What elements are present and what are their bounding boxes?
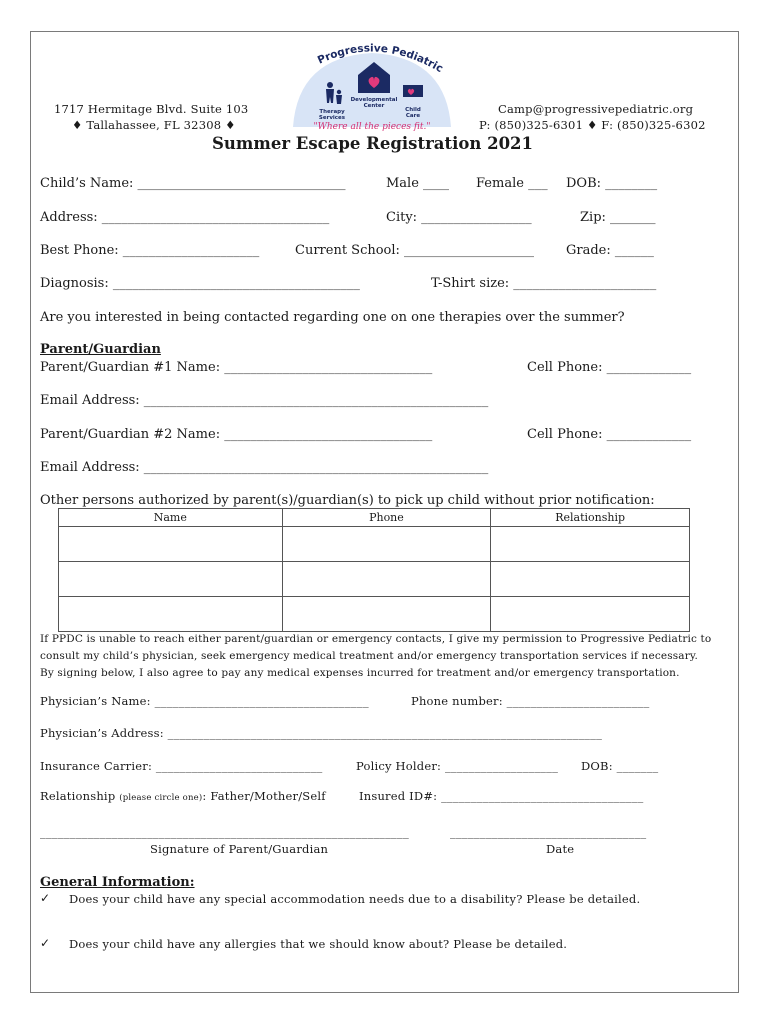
relationship-options[interactable]: : Father/Mother/Self: [202, 789, 326, 803]
table-cell[interactable]: [59, 562, 283, 597]
parent1-email-field[interactable]: Email Address: _____________________________________________________: [40, 393, 489, 408]
consent-line-3: By signing below, I also agree to pay any medical expenses incurred for treatment and/or emergency transportation.: [40, 667, 680, 679]
child-dob-field[interactable]: DOB: ________: [566, 176, 658, 191]
table-cell[interactable]: [59, 527, 283, 562]
table-cell[interactable]: [59, 597, 283, 632]
contact-phones: P: (850)325-6301 ♦ F: (850)325-6302: [479, 118, 706, 132]
female-field[interactable]: Female ___: [476, 176, 548, 191]
column-header-phone: Phone: [282, 509, 491, 527]
logo-left-bottom: Services: [318, 115, 346, 121]
policy-holder-field[interactable]: Policy Holder: ___________________: [356, 759, 559, 773]
signature-caption: Signature of Parent/Guardian: [150, 842, 329, 856]
parent-section-title: Parent/Guardian: [40, 342, 161, 357]
insured-id-field[interactable]: Insured ID#: __________________________________: [359, 789, 644, 803]
best-phone-field[interactable]: Best Phone: _____________________: [40, 243, 260, 258]
relationship-field[interactable]: [40, 789, 326, 803]
parent2-cell-field[interactable]: Cell Phone: _____________: [527, 427, 692, 442]
table-header-row: [59, 509, 690, 527]
table-cell[interactable]: [282, 527, 491, 562]
question-accommodation: Does your child have any special accommodation needs due to a disability? Please be detailed.: [69, 892, 641, 906]
current-school-field[interactable]: Current School: ____________________: [295, 243, 535, 258]
child-name-field[interactable]: Child’s Name: ________________________________: [40, 176, 346, 191]
relationship-label: Relationship: [40, 789, 120, 803]
logo-tagline: "Where all the pieces fit.": [313, 122, 431, 132]
column-header-relationship: Relationship: [491, 509, 690, 527]
question-allergies: Does your child have any allergies that we should know about? Please be detailed.: [69, 937, 568, 951]
date-caption: Date: [546, 842, 575, 856]
zip-field[interactable]: Zip: _______: [580, 210, 656, 225]
parent1-cell-field[interactable]: Cell Phone: _____________: [527, 360, 692, 375]
logo-right-bottom: Care: [405, 113, 421, 119]
form-title: Summer Escape Registration 2021: [212, 134, 534, 153]
table-row: [59, 527, 690, 562]
logo-left-top: Therapy: [319, 109, 345, 115]
table-row: [59, 562, 690, 597]
tshirt-size-field[interactable]: T-Shirt size: ______________________: [431, 276, 657, 291]
grade-field[interactable]: Grade: ______: [566, 243, 654, 258]
contact-email: Camp@progressivepediatric.org: [498, 102, 694, 116]
therapy-question: Are you interested in being contacted regarding one on one therapies over the summer?: [40, 310, 625, 325]
insured-dob-field[interactable]: DOB: _______: [581, 759, 659, 773]
logo-name: Progressive Pediatric: [315, 42, 445, 76]
logo-right-top: Child: [405, 107, 421, 113]
column-header-name: Name: [59, 509, 283, 527]
male-field[interactable]: Male ____: [386, 176, 450, 191]
check-icon: ✓: [40, 936, 51, 950]
table-cell[interactable]: [282, 597, 491, 632]
general-info-title: General Information:: [40, 875, 195, 890]
progressive-pediatric-logo: [288, 39, 456, 134]
address-line-2: ♦ Tallahassee, FL 32308 ♦: [72, 118, 236, 132]
address-line-1: 1717 Hermitage Blvd. Suite 103: [54, 102, 249, 116]
parent1-name-field[interactable]: Parent/Guardian #1 Name: ________________________________: [40, 360, 433, 375]
city-field[interactable]: City: _________________: [386, 210, 532, 225]
consent-line-1: If PPDC is unable to reach either parent/guardian or emergency contacts, I give my permission to Progressive Pediatric to: [40, 633, 712, 645]
check-icon: ✓: [40, 891, 51, 905]
table-cell[interactable]: [491, 597, 690, 632]
physician-name-field[interactable]: Physician’s Name: ____________________________________: [40, 694, 369, 708]
authorized-intro: Other persons authorized by parent(s)/guardian(s) to pick up child without prior notification:: [40, 493, 655, 508]
signature-line[interactable]: ______________________________________________________________: [40, 825, 409, 839]
date-line[interactable]: _________________________________: [450, 825, 647, 839]
table-cell[interactable]: [491, 562, 690, 597]
table-row: [59, 597, 690, 632]
people-icon: [327, 82, 333, 88]
parent2-name-field[interactable]: Parent/Guardian #2 Name: ________________________________: [40, 427, 433, 442]
parent2-email-field[interactable]: Email Address: _____________________________________________________: [40, 460, 489, 475]
diagnosis-field[interactable]: Diagnosis: ______________________________________: [40, 276, 360, 291]
authorized-pickup-table: [58, 508, 690, 632]
table-cell[interactable]: [282, 562, 491, 597]
logo-center-bottom: Center: [363, 103, 385, 109]
logo-center-top: Developmental: [350, 97, 398, 103]
physician-address-field[interactable]: Physician’s Address: _________________________________________________________________________: [40, 726, 603, 740]
physician-phone-field[interactable]: Phone number: ________________________: [411, 694, 650, 708]
consent-line-2: consult my child’s physician, seek emergency medical treatment and/or emergency transportation services if necessary.: [40, 650, 699, 662]
relationship-hint: (please circle one): [119, 793, 203, 803]
insurance-carrier-field[interactable]: Insurance Carrier: ____________________________: [40, 759, 323, 773]
address-field[interactable]: Address: ___________________________________: [40, 210, 330, 225]
table-cell[interactable]: [491, 527, 690, 562]
